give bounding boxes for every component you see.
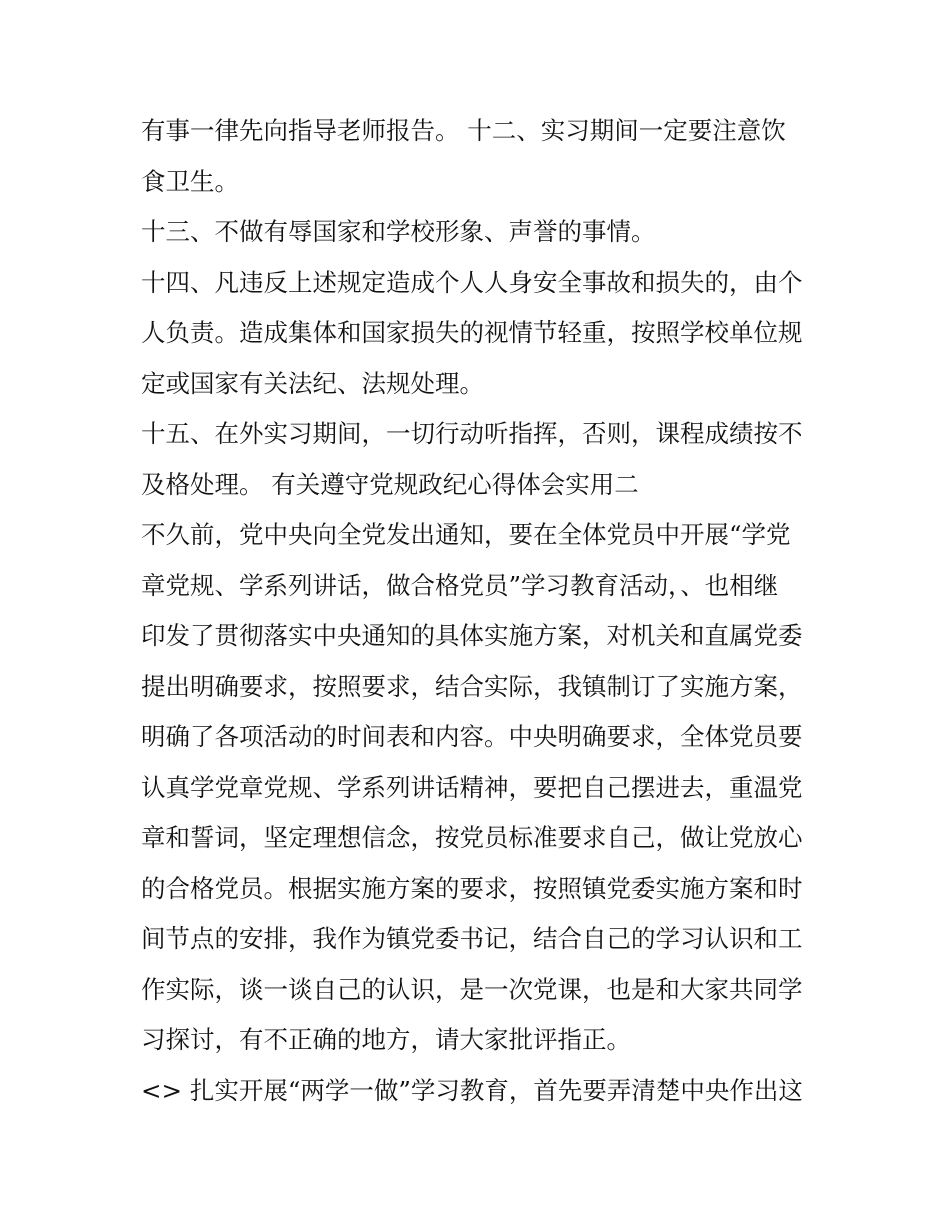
text-line: <> 扎实开展“两学一做”学习教育，首先要弄清楚中央作出这 [141,1075,803,1105]
text-line: 明确了各项活动的时间表和内容。中央明确要求，全体党员要 [141,722,803,751]
text-line: 认真学党章党规、学系列讲话精神，要把自己摆进去，重温党 [141,772,803,802]
text-line: 提出明确要求，按照要求，结合实际，我镇制订了实施方案， [141,671,803,701]
document-body [141,106,821,1116]
text-line: 有事一律先向指导老师报告。 十二、实习期间一定要注意饮 [141,116,786,145]
text-line: 章党规、学系列讲话，做合格党员”学习教育活动，、也相继 [141,570,779,600]
paragraph [141,409,821,510]
text-line: 定或国家有关法纪、法规处理。 [141,368,484,398]
text-line: 十四、凡违反上述规定造成个人人身安全事故和损失的，由个 [141,267,803,297]
paragraph [141,207,821,258]
paragraph [141,510,821,1066]
text-line: 的合格党员。根据实施方案的要求，按照镇党委实施方案和时 [141,873,803,903]
text-line: 章和誓词，坚定理想信念，按党员标准要求自己，做让党放心 [141,823,803,852]
paragraph [141,106,821,207]
text-line: 十三、不做有辱国家和学校形象、声誉的事情。 [141,217,656,246]
text-line: 印发了贯彻落实中央通知的具体实施方案，对机关和直属党委 [141,621,803,650]
text-line: 及格处理。 有关遵守党规政纪心得体会实用二 [141,469,639,499]
text-line: 间节点的安排，我作为镇党委书记，结合自己的学习认识和工 [141,924,803,953]
text-line: 作实际，谈一谈自己的认识，是一次党课，也是和大家共同学 [141,974,803,1004]
text-line: 习探讨，有不正确的地方，请大家批评指正。 [141,1025,631,1054]
text-line: 不久前，党中央向全党发出通知，要在全体党员中开展“学党 [141,520,791,549]
text-line: 人负责。造成集体和国家损失的视情节轻重，按照学校单位规 [141,318,803,347]
paragraph [141,258,821,410]
text-line: 食卫生。 [141,166,239,196]
text-line: 十五、在外实习期间，一切行动听指挥，否则，课程成绩按不 [141,419,803,448]
paragraph [141,1066,821,1117]
